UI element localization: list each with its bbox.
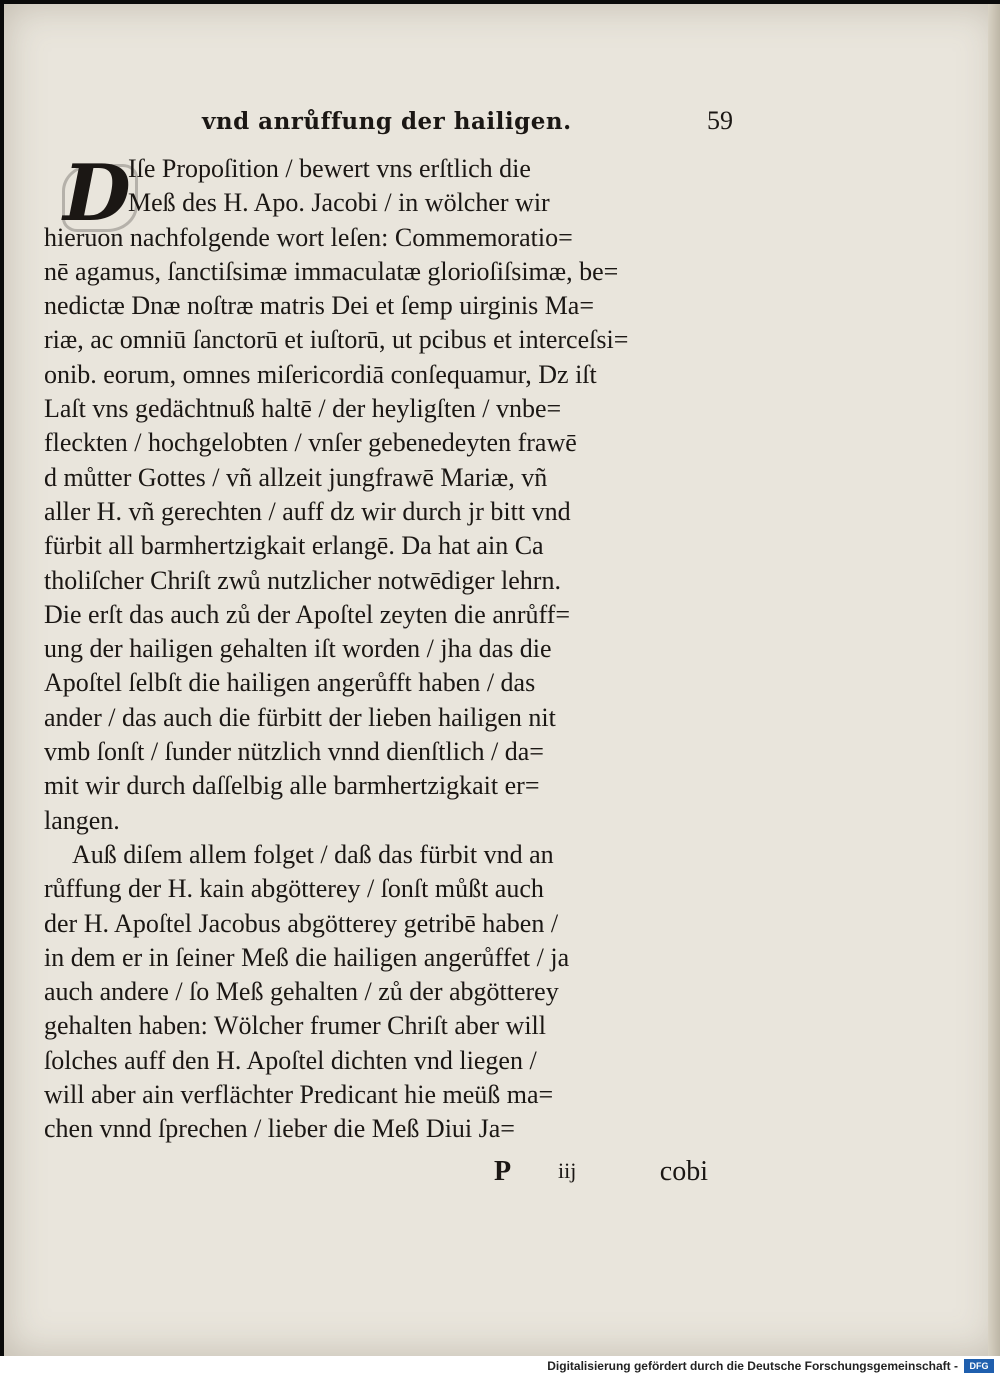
text-line: aller H. vñ gerechten / auff dz wir durch jr bitt vnd	[44, 496, 571, 526]
text-line: langen.	[44, 805, 120, 835]
text-line: Auß diſem allem folget / daß das fürbit vnd an	[72, 839, 554, 869]
text-line: Iſe Propoſition / bewert vns erſtlich die	[128, 154, 531, 183]
text-line: riæ, ac omniū ſanctorū et iuſtorū, ut pcibus et interceſsi=	[44, 325, 629, 355]
text-line: fürbit all barmhertzigkait erlangē. Da hat ain Ca	[44, 531, 544, 561]
text-line: fleckten / hochgelobten / vnſer gebenedeyten frawē	[44, 428, 577, 458]
text-line: nē agamus, ſanctiſsimæ immaculatæ glorioſiſsimæ, be=	[44, 256, 619, 286]
text-line: will aber ain verflächter Predicant hie meüß ma=	[44, 1080, 554, 1110]
funding-credit: Digitalisierung gefördert durch die Deutsche Forschungsgemeinschaft -	[547, 1359, 958, 1373]
text-line: d můtter Gottes / vñ allzeit jungfrawē Mariæ, vñ	[44, 462, 548, 492]
text-line: ung der hailigen gehalten iſt worden / jha das die	[44, 634, 552, 664]
text-line: růffung der H. kain abgötterey / ſonſt můßt auch	[44, 874, 544, 904]
text-line: ſolches auff den H. Apoſtel dichten vnd liegen /	[44, 1045, 537, 1075]
running-head: vnd anrůffung der hailigen.	[202, 108, 572, 135]
text-line: Apoſtel ſelbſt die hailigen angerůfft haben / das	[44, 668, 536, 698]
book-page	[4, 4, 1000, 1356]
text-line: hieruon nachfolgende wort leſen: Commemoratio=	[44, 222, 573, 252]
digitization-footer	[0, 1356, 1000, 1376]
text-line: Laſt vns gedächtnuß haltē / der heyligſten / vnbe=	[44, 394, 562, 424]
drop-cap-initial: D	[56, 154, 138, 234]
page-number: 59	[707, 106, 733, 135]
page-header	[194, 108, 739, 146]
text-line: Meß des H. Apo. Jacobi / in wölcher wir	[128, 188, 550, 218]
text-line: der H. Apoſtel Jacobus abgötterey getribē haben /	[44, 908, 559, 938]
text-line: Die erſt das auch zů der Apoſtel zeyten die anrůff=	[44, 599, 571, 629]
text-line: in dem er in ſeiner Meß die hailigen angerůffet / ja	[44, 942, 570, 972]
text-line: tholiſcher Chriſt zwů nutzlicher notwēdiger lehrn.	[44, 565, 561, 595]
catchword: cobi	[659, 1156, 708, 1187]
text-line: ander / das auch die fürbitt der lieben hailigen nit	[44, 702, 556, 732]
page-edge	[988, 4, 1000, 1356]
text-line: onib. eorum, omnes miſericordiā conſequamur, Dz iſt	[44, 359, 597, 389]
dfg-logo-icon: DFG	[964, 1359, 994, 1373]
text-line: nedictæ Dnæ noſtræ matris Dei et ſemp uirginis Ma=	[44, 291, 595, 321]
text-line: gehalten haben: Wölcher frumer Chriſt aber will	[44, 1011, 546, 1041]
body-text	[44, 148, 734, 1147]
text-line: auch andere / ſo Meß gehalten / zů der abgötterey	[44, 977, 559, 1007]
signature-number: iij	[558, 1158, 577, 1183]
text-line: mit wir durch daſſelbig alle barmhertzigkait er=	[44, 771, 540, 801]
signature-line	[494, 1156, 714, 1192]
signature-mark: P	[494, 1156, 512, 1187]
text-line: vmb ſonſt / ſunder nützlich vnnd dienſtlich / da=	[44, 737, 544, 767]
text-line: chen vnnd ſprechen / lieber die Meß Diui Ja=	[44, 1114, 515, 1144]
